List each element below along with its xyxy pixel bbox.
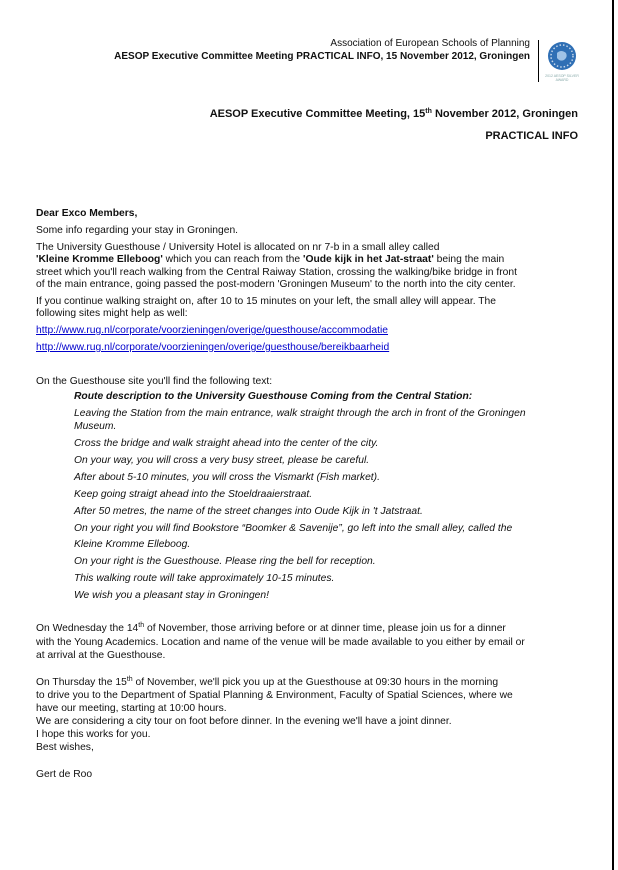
logo-caption: 2012 AESOP SILVER AWARD <box>545 74 579 82</box>
document-subtitle: PRACTICAL INFO <box>485 130 578 142</box>
wednesday-line: with the Young Academics. Location and name of the venue will be made available to you either by email or <box>36 637 525 648</box>
route-line: On your right you will find Bookstore “Boomker & Savenije”, go left into the small alley, called the <box>74 523 513 534</box>
route-line: This walking route will take approximately 10-15 minutes. <box>74 573 335 584</box>
paragraph-walk-line: following sites might help as well: <box>36 308 188 319</box>
thursday-line: to drive you to the Department of Spatial Planning & Environment, Faculty of Spatial Sciences, where we <box>36 690 513 701</box>
route-line: Leaving the Station from the main entrance, walk straight through the arch in front of the Groningen <box>74 408 526 419</box>
route-line: Keep going straigt ahead into the Stoeldraaierstraat. <box>74 489 313 500</box>
accommodation-link[interactable]: http://www.rug.nl/corporate/voorzieningen/overige/guesthouse/accommodatie <box>36 325 389 336</box>
route-line: After 50 metres, the name of the street changes into Oude Kijk in 't Jatstraat. <box>74 506 423 517</box>
wednesday-line: On Wednesday the 14th of November, those arriving before or at dinner time, please join us for a dinner <box>36 622 506 634</box>
route-line: Kleine Kromme Elleboog. <box>74 539 191 550</box>
route-line: Museum. <box>74 421 117 432</box>
route-line: On your way, you will cross a very busy street, please be careful. <box>74 455 370 466</box>
route-line: Cross the bridge and walk straight ahead into the center of the city. <box>74 438 379 449</box>
paragraph-location-line: The University Guesthouse / University Hotel is allocated on nr 7-b in a small alley called <box>36 242 440 253</box>
paragraph-location-line: of the main entrance, going passed the post-modern 'Groningen Museum' to the north into the city center. <box>36 279 516 290</box>
route-line: On your right is the Guesthouse. Please ring the bell for reception. <box>74 556 376 567</box>
route-heading: Route description to the University Guesthouse Coming from the Central Station: <box>74 391 473 402</box>
thursday-line: On Thursday the 15th of November, we'll pick you up at the Guesthouse at 09:30 hours in the morning <box>36 676 499 688</box>
paragraph-walk-line: If you continue walking straight on, after 10 to 15 minutes on your left, the small alley will appear. The <box>36 296 496 307</box>
city-tour-line: We are considering a city tour on foot before dinner. In the evening we'll have a joint dinner. <box>36 716 452 727</box>
aesop-logo-icon <box>547 41 577 71</box>
wednesday-line: at arrival at the Guesthouse. <box>36 650 166 661</box>
header-org: Association of European Schools of Planning <box>330 38 530 49</box>
paragraph-location-line: street which you'll reach walking from the Central Raiway Station, crossing the walking/bike bridge in front <box>36 267 517 278</box>
route-line: We wish you a pleasant stay in Groningen! <box>74 590 269 601</box>
thursday-line: have our meeting, starting at 10:00 hours. <box>36 703 227 714</box>
intro-line: Some info regarding your stay in Groningen. <box>36 225 239 236</box>
header-meeting-line: AESOP Executive Committee Meeting PRACTICAL INFO, 15 November 2012, Groningen <box>114 51 530 62</box>
directions-link[interactable]: http://www.rug.nl/corporate/voorzieningen/overige/guesthouse/bereikbaarheid <box>36 342 390 353</box>
header-separator <box>538 40 539 82</box>
hope-line: I hope this works for you. <box>36 729 151 740</box>
route-line: After about 5-10 minutes, you will cross the Vismarkt (Fish market). <box>74 472 380 483</box>
document-title: AESOP Executive Committee Meeting, 15th November 2012, Groningen <box>209 108 578 120</box>
guesthouse-intro: On the Guesthouse site you'll find the following text: <box>36 376 273 387</box>
salutation: Dear Exco Members, <box>36 208 138 219</box>
signature: Gert de Roo <box>36 769 93 780</box>
page-edge-rule <box>612 0 614 870</box>
paragraph-location-line: 'Kleine Kromme Elleboog' which you can reach from the 'Oude kijk in het Jat-straat' being the main <box>36 254 505 265</box>
closing-line: Best wishes, <box>36 742 94 753</box>
